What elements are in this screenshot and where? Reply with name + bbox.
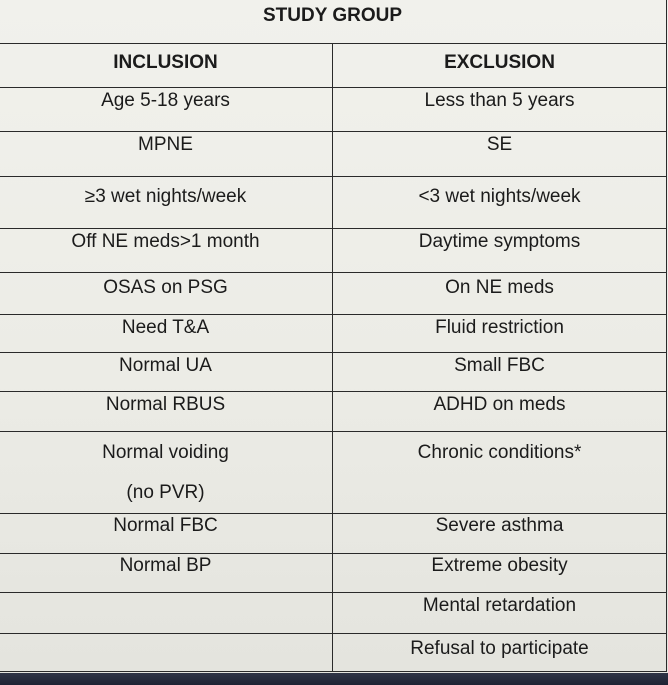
- inclusion-cell: Normal FBC: [0, 513, 333, 553]
- exclusion-cell: Less than 5 years: [333, 87, 667, 131]
- table-row: [0, 228, 667, 272]
- table-row: [0, 131, 667, 176]
- inclusion-cell: Off NE meds>1 month: [0, 228, 333, 272]
- exclusion-cell: Severe asthma: [333, 513, 667, 553]
- inclusion-cell: Normal RBUS: [0, 391, 333, 431]
- inclusion-cell: Age 5-18 years: [0, 87, 333, 131]
- exclusion-cell: <3 wet nights/week: [333, 176, 667, 228]
- table-row: [0, 592, 667, 633]
- table-row: [0, 513, 667, 553]
- inclusion-cell-line2: (no PVR): [126, 481, 205, 503]
- inclusion-cell: Normal UA: [0, 352, 333, 391]
- inclusion-cell: ≥3 wet nights/week: [0, 176, 333, 228]
- inclusion-cell-line1: Normal voiding: [102, 441, 229, 463]
- exclusion-cell: On NE meds: [333, 272, 667, 314]
- table-row: [0, 352, 667, 391]
- table-row: [0, 553, 667, 592]
- exclusion-cell: ADHD on meds: [333, 391, 667, 431]
- exclusion-cell: Small FBC: [333, 352, 667, 391]
- inclusion-cell: [0, 633, 333, 671]
- exclusion-cell: Fluid restriction: [333, 314, 667, 352]
- table-row: [0, 633, 667, 671]
- inclusion-cell: Normal BP: [0, 553, 333, 592]
- table-row: [0, 431, 667, 513]
- exclusion-cell: Daytime symptoms: [333, 228, 667, 272]
- exclusion-cell: Extreme obesity: [333, 553, 667, 592]
- table-title: STUDY GROUP: [0, 0, 667, 43]
- exclusion-cell: Mental retardation: [333, 592, 667, 633]
- table-row: [0, 314, 667, 352]
- inclusion-cell: [0, 431, 333, 513]
- inclusion-cell: MPNE: [0, 131, 333, 176]
- table-row: [0, 272, 667, 314]
- exclusion-cell: Chronic conditions*: [333, 431, 667, 513]
- exclusion-header: EXCLUSION: [333, 43, 667, 87]
- table-row: [0, 176, 667, 228]
- exclusion-cell: SE: [333, 131, 667, 176]
- screen-bottom-edge: [0, 673, 668, 685]
- inclusion-header: INCLUSION: [0, 43, 333, 87]
- table-row: [0, 391, 667, 431]
- table-row: [0, 87, 667, 131]
- exclusion-cell: Refusal to participate: [333, 633, 667, 671]
- inclusion-cell: Need T&A: [0, 314, 333, 352]
- inclusion-cell: [0, 592, 333, 633]
- inclusion-cell: OSAS on PSG: [0, 272, 333, 314]
